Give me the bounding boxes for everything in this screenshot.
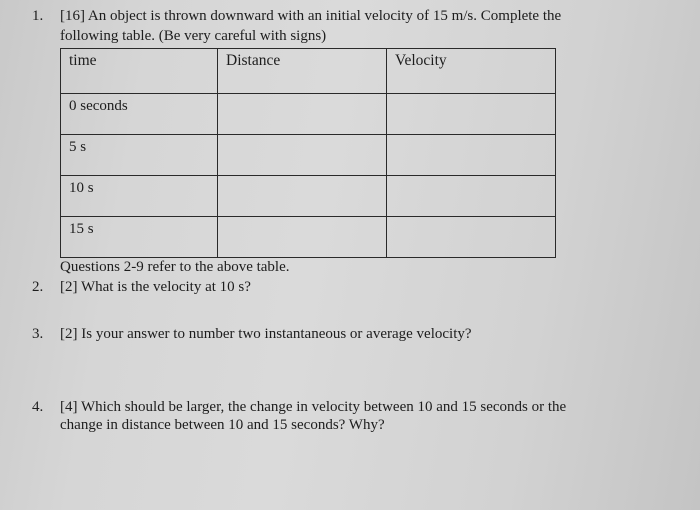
header-time: time <box>61 49 218 94</box>
question-1-number: 1. <box>32 8 44 24</box>
distance-cell[interactable] <box>218 94 387 135</box>
question-1-text-line1: [16] An object is thrown downward with an initial velocity of 15 m/s. Complete the <box>60 8 562 24</box>
distance-cell[interactable] <box>218 135 387 176</box>
velocity-cell[interactable] <box>387 176 556 217</box>
header-distance: Distance <box>218 49 387 94</box>
row-time-5: 5 s <box>61 135 218 176</box>
table-row <box>61 217 556 258</box>
table-header-row <box>61 49 556 94</box>
kinematics-table <box>60 48 556 258</box>
question-4-text-line1: [4] Which should be larger, the change in velocity between 10 and 15 seconds or the <box>60 399 567 415</box>
question-3-number: 3. <box>32 326 44 342</box>
distance-cell[interactable] <box>218 217 387 258</box>
table-row <box>61 94 556 135</box>
question-3-text: [2] Is your answer to number two instantaneous or average velocity? <box>60 326 472 342</box>
row-time-15: 15 s <box>61 217 218 258</box>
question-4-text-line2: change in distance between 10 and 15 seconds? Why? <box>60 417 385 433</box>
table-row <box>61 176 556 217</box>
row-time-0: 0 seconds <box>61 94 218 135</box>
distance-cell[interactable] <box>218 176 387 217</box>
header-velocity: Velocity <box>387 49 556 94</box>
question-4-number: 4. <box>32 399 44 415</box>
question-2-text: [2] What is the velocity at 10 s? <box>60 279 251 295</box>
question-1-text-line2: following table. (Be very careful with signs) <box>60 28 327 44</box>
velocity-cell[interactable] <box>387 94 556 135</box>
table-note: Questions 2-9 refer to the above table. <box>60 259 290 275</box>
row-time-10: 10 s <box>61 176 218 217</box>
velocity-cell[interactable] <box>387 135 556 176</box>
velocity-cell[interactable] <box>387 217 556 258</box>
question-2-number: 2. <box>32 279 44 295</box>
table-row <box>61 135 556 176</box>
